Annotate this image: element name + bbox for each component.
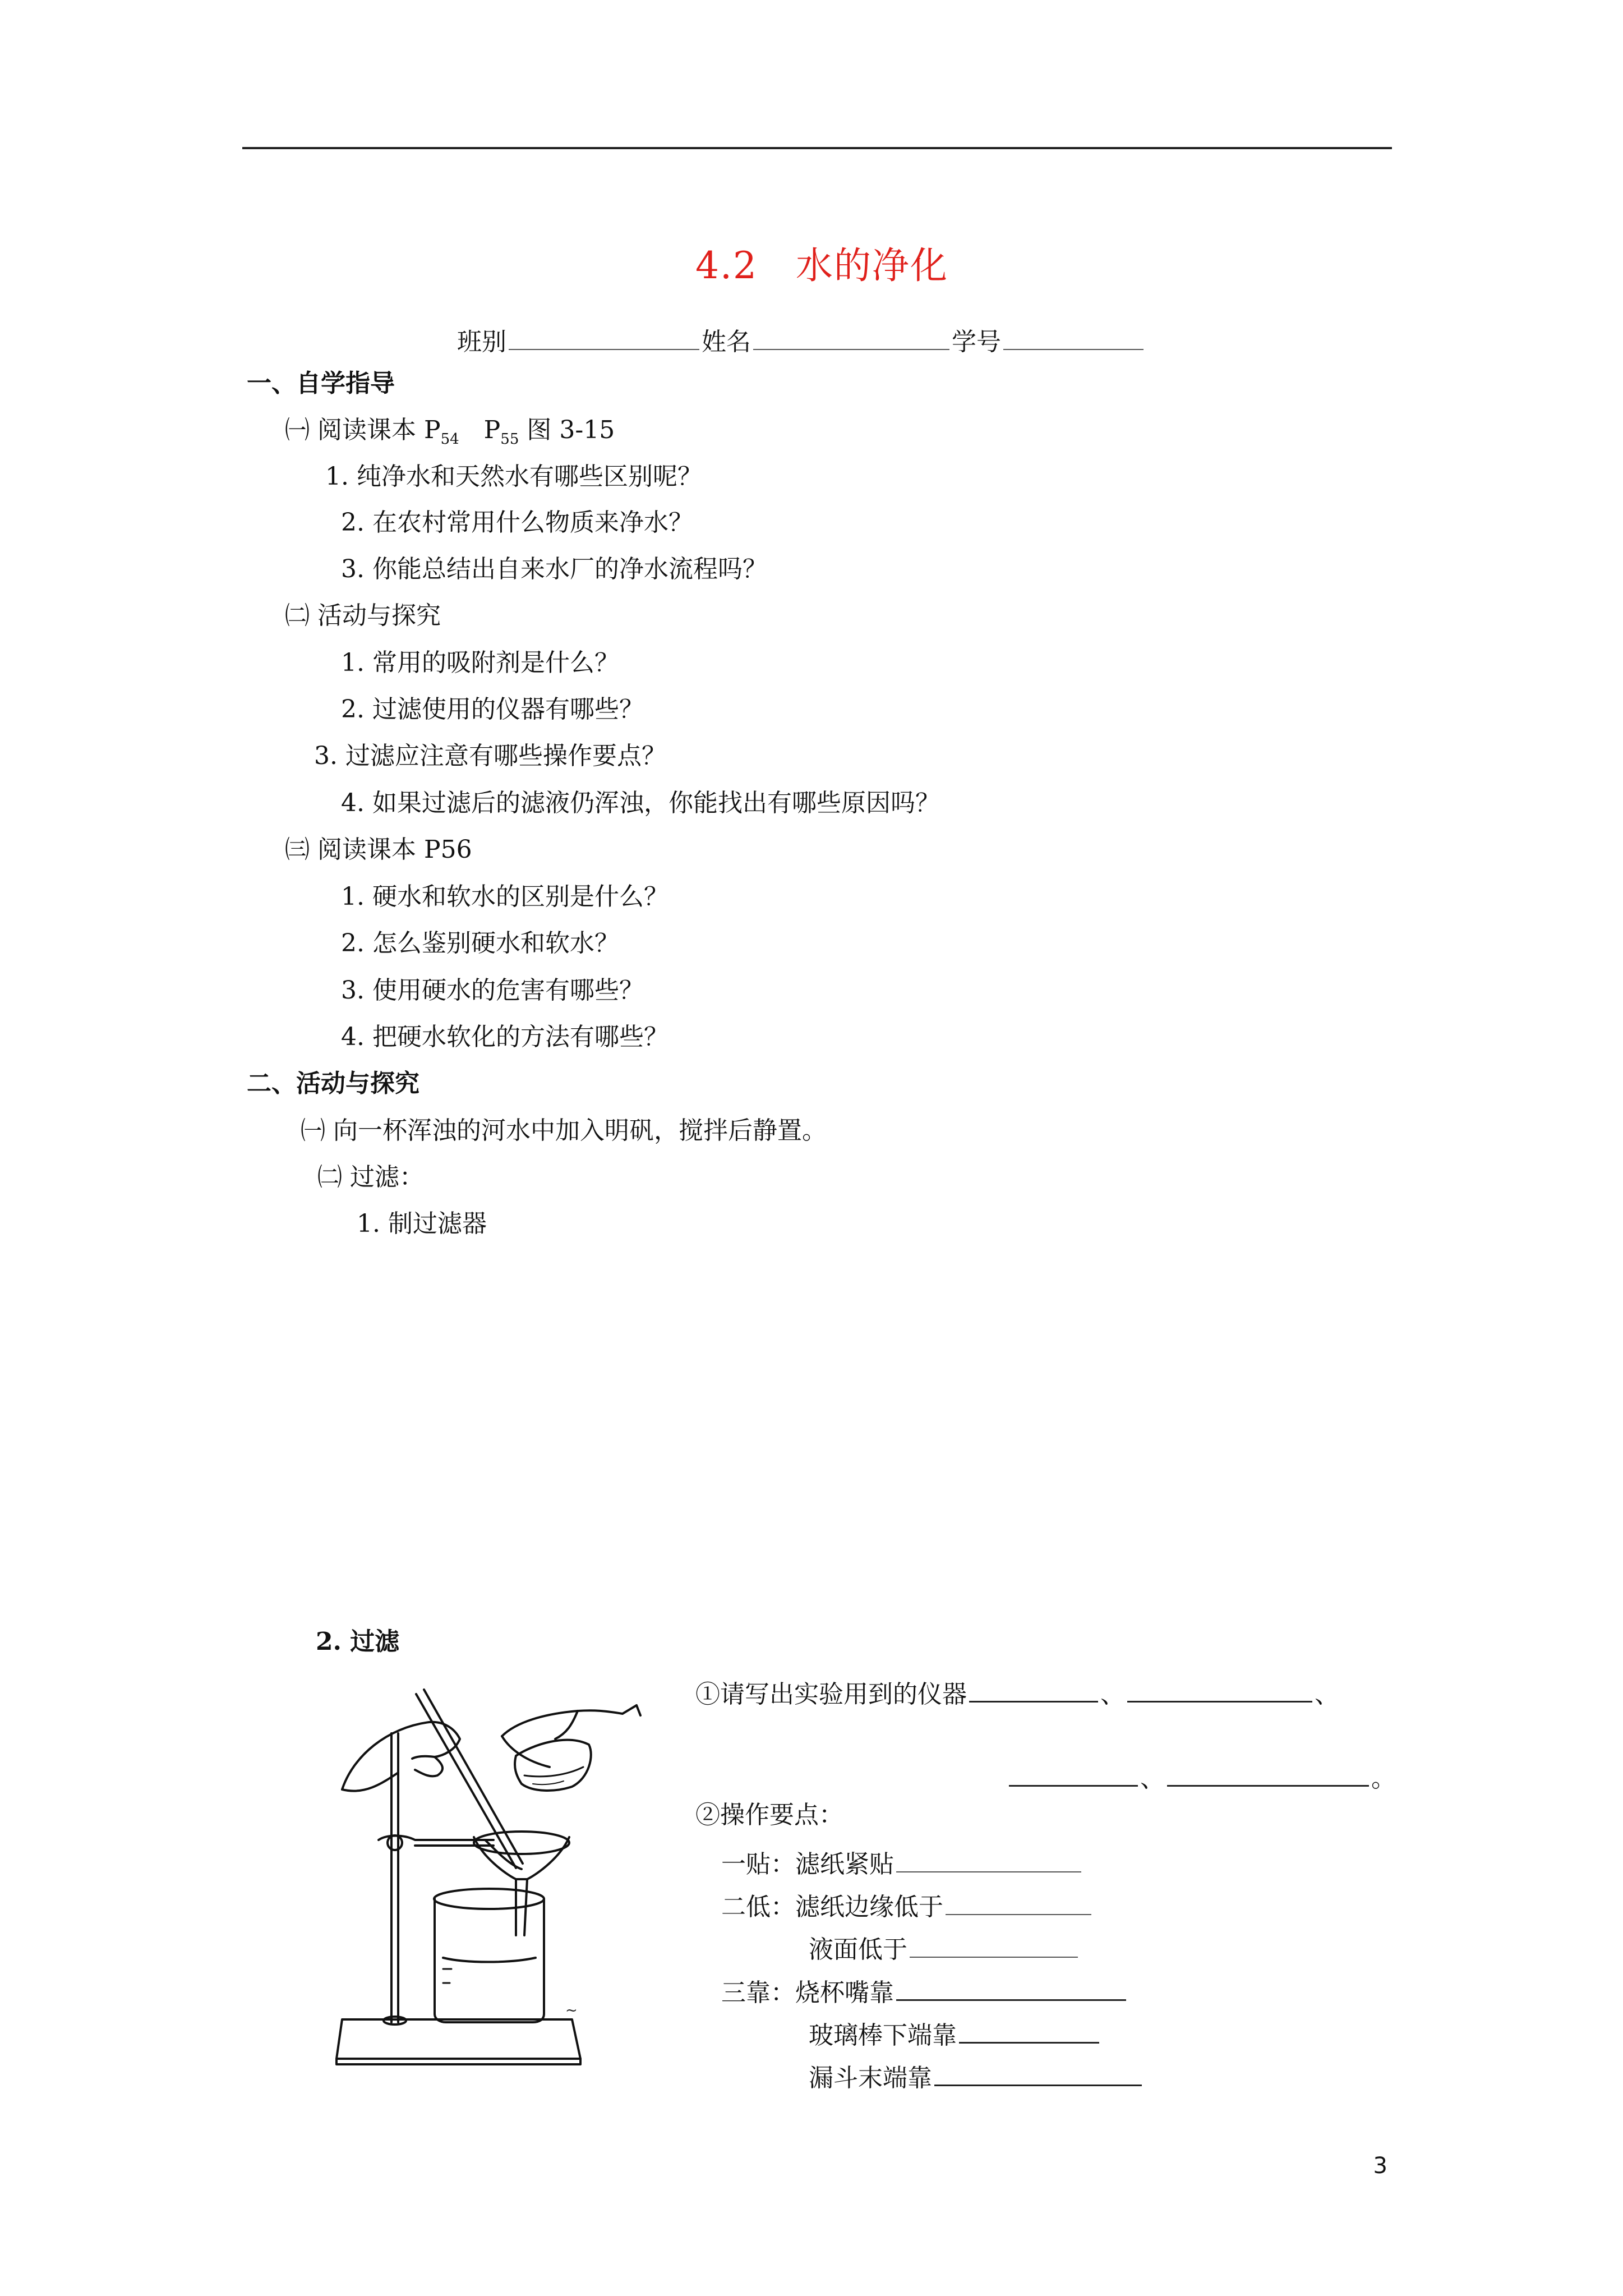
class-label: 班别	[457, 328, 506, 356]
part-label: ㈡ 活动与探究	[285, 601, 441, 630]
list-item: ㈡ 过滤：	[317, 1163, 424, 1191]
list-item: 1. 常用的吸附剂是什么？	[341, 648, 619, 677]
glass-rod	[416, 1694, 516, 1868]
answer-blank[interactable]	[1167, 1760, 1369, 1787]
key-point-three-c: 漏斗末端靠	[809, 2060, 1144, 2091]
pouring-beaker	[515, 1740, 591, 1791]
answer-blank[interactable]	[1009, 1760, 1138, 1787]
page-number: 3	[1373, 2153, 1387, 2179]
subsection-heading: 2. 过滤	[316, 1627, 400, 1656]
list-item: 2. 怎么鉴别硬水和软水？	[341, 929, 619, 958]
answer-blank[interactable]	[946, 1889, 1091, 1915]
section-heading: 一、自学指导	[247, 369, 395, 398]
key-point-two: 二低：滤纸边缘低于	[721, 1889, 1094, 1920]
svg-text:~: ~	[565, 2002, 578, 2019]
key-point-one: 一贴：滤纸紧贴	[721, 1847, 1083, 1877]
answer-blank[interactable]	[896, 1847, 1081, 1872]
list-item: 2. 在农村常用什么物质来净水？	[341, 508, 693, 537]
list-item: 4. 如果过滤后的滤液仍浑浊，你能找出有哪些原因吗？	[341, 789, 940, 817]
answer-blank[interactable]	[910, 1932, 1078, 1958]
list-item: 3. 过滤应注意有哪些操作要点？	[314, 742, 666, 770]
list-item: 1. 制过滤器	[357, 1209, 487, 1238]
section-heading: 二、活动与探究	[247, 1069, 419, 1098]
stand-base	[336, 2019, 580, 2059]
key-point-three: 三靠：烧杯嘴靠	[721, 1975, 1128, 2005]
filtration-apparatus-figure	[331, 1672, 667, 2076]
right-hand	[502, 1705, 637, 1736]
list-item: 2. 过滤使用的仪器有哪些？	[341, 695, 644, 724]
header-rule	[242, 147, 1392, 149]
name-label: 姓名	[702, 328, 751, 356]
name-blank[interactable]	[753, 324, 949, 350]
part-label: ㈠ 阅读课本 $P_{54}$ $P_{55}$ 图 3-15	[285, 416, 615, 448]
answer-blank[interactable]	[896, 1975, 1126, 2001]
answer-blank[interactable]	[934, 2060, 1142, 2086]
answer-blank[interactable]	[969, 1676, 1098, 1703]
key-point-two-b: 液面低于	[809, 1932, 1080, 1962]
question-instruments: ①请写出实验用到的仪器 、 、	[695, 1676, 1339, 1707]
answer-blank[interactable]	[959, 2017, 1099, 2044]
page-title: 4.2 水的净化	[695, 244, 948, 287]
answer-blank[interactable]	[1127, 1676, 1312, 1703]
list-item: 1. 纯净水和天然水有哪些区别呢？	[325, 462, 702, 491]
id-blank[interactable]	[1003, 324, 1144, 350]
key-point-three-b: 玻璃棒下端靠	[809, 2017, 1101, 2048]
list-item: 3. 你能总结出自来水厂的净水流程吗？	[341, 555, 767, 583]
student-info-line	[457, 324, 1146, 355]
part-label: ㈢ 阅读课本 P56	[285, 835, 472, 864]
list-item: 3. 使用硬水的危害有哪些？	[341, 976, 644, 1005]
question-key-points: ②操作要点：	[695, 1801, 843, 1829]
id-label: 学号	[952, 328, 1001, 356]
list-item: 4. 把硬水软化的方法有哪些？	[341, 1023, 668, 1051]
question-instruments-cont: 、 。	[1007, 1760, 1396, 1791]
beaker	[435, 1899, 544, 2022]
list-item: ㈠ 向一杯浑浊的河水中加入明矾，搅拌后静置。	[301, 1116, 827, 1145]
left-hand	[342, 1722, 460, 1789]
list-item: 1. 硬水和软水的区别是什么？	[341, 882, 668, 911]
class-blank[interactable]	[509, 324, 699, 350]
